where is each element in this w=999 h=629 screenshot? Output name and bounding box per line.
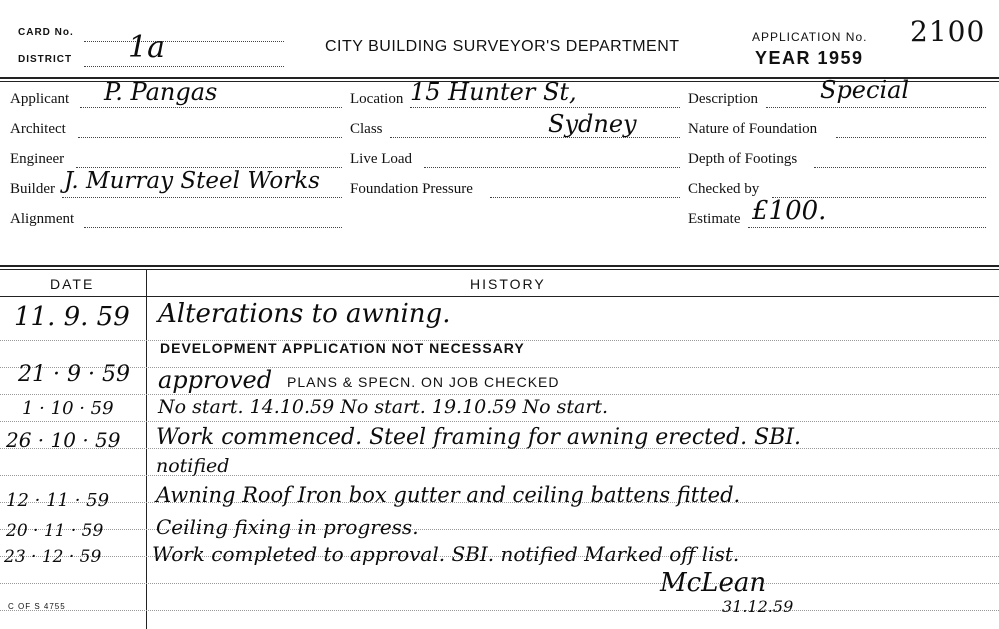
ruled-line (0, 610, 999, 611)
column-divider (146, 270, 147, 629)
form-code: C OF S 4755 (8, 602, 66, 611)
history-date: 11. 9. 59 (14, 302, 130, 332)
development-stamp: DEVELOPMENT APPLICATION NOT NECESSARY (160, 340, 525, 356)
history-entry-hand: approved (158, 366, 273, 394)
ruled-line (0, 583, 999, 584)
applicant-value: P. Pangas (104, 78, 218, 106)
location-value: 15 Hunter St, (410, 78, 577, 106)
table-rule-second (0, 269, 999, 270)
district-line (84, 66, 284, 67)
history-date: 12 · 11 · 59 (6, 490, 110, 511)
checked-by-label: Checked by (688, 181, 760, 197)
card-no-line (84, 41, 284, 42)
depth-of-footings-line (814, 167, 986, 168)
nature-of-foundation-label: Nature of Foundation (688, 121, 818, 137)
district-value: 1a (128, 30, 165, 65)
estimate-line (748, 227, 986, 228)
description-line (766, 107, 986, 108)
signature: McLean (660, 568, 767, 598)
live-load-label: Live Load (350, 151, 413, 167)
alignment-label: Alignment (10, 211, 75, 227)
history-entry: notified (156, 455, 230, 477)
builder-label: Builder (10, 181, 55, 197)
depth-of-footings-label: Depth of Footings (688, 151, 798, 167)
location-label: Location (350, 91, 404, 107)
history-entry-typed: PLANS & SPECN. ON JOB CHECKED (287, 374, 560, 390)
ruled-line (0, 421, 999, 422)
class-value: Sydney (548, 110, 637, 138)
ruled-line (0, 367, 999, 368)
card-no-label: CARD No. (18, 27, 74, 38)
location-line (410, 107, 680, 108)
engineer-label: Engineer (10, 151, 65, 167)
architect-line (78, 137, 342, 138)
signature-date: 31.12.59 (722, 597, 794, 616)
nature-of-foundation-line (836, 137, 986, 138)
history-column-header: HISTORY (470, 276, 546, 292)
table-rule-top (0, 265, 999, 267)
department-title: CITY BUILDING SURVEYOR'S DEPARTMENT (325, 38, 680, 55)
table-header-rule (0, 296, 999, 297)
history-date: 1 · 10 · 59 (22, 398, 114, 419)
history-entry: Alterations to awning. (158, 299, 451, 329)
history-date: 23 · 12 · 59 (4, 547, 102, 567)
history-entry: Ceiling fixing in progress. (156, 515, 419, 539)
architect-label: Architect (10, 121, 66, 137)
district-label: DISTRICT (18, 54, 73, 65)
class-label: Class (350, 121, 383, 137)
history-date: 21 · 9 · 59 (18, 362, 130, 387)
description-value: Special (820, 76, 910, 104)
history-entry: Work completed to approval. SBI. notified Marked off list. (152, 542, 740, 566)
applicant-label: Applicant (10, 91, 70, 107)
application-no-label: APPLICATION No. (752, 30, 868, 44)
history-entry: Awning Roof Iron box gutter and ceiling battens fitted. (156, 483, 741, 507)
estimate-value: £100. (752, 196, 827, 226)
history-entry: No start. 14.10.59 No start. 19.10.59 No start. (158, 396, 609, 418)
ruled-line (0, 529, 999, 530)
alignment-line (84, 227, 342, 228)
live-load-line (424, 167, 680, 168)
history-date: 20 · 11 · 59 (6, 521, 104, 541)
application-no-value: 2100 (910, 15, 986, 48)
history-entry: Work commenced. Steel framing for awning erected. SBI. (156, 425, 802, 450)
builder-value: J. Murray Steel Works (64, 168, 320, 194)
ruled-line (0, 475, 999, 476)
year-label: YEAR 1959 (755, 48, 864, 68)
foundation-pressure-label: Foundation Pressure (350, 181, 473, 197)
ruled-line (0, 394, 999, 395)
date-column-header: DATE (50, 276, 95, 292)
history-date: 26 · 10 · 59 (6, 428, 121, 452)
applicant-line (80, 107, 342, 108)
foundation-pressure-line (490, 197, 680, 198)
builder-line (62, 197, 342, 198)
estimate-label: Estimate (688, 211, 741, 227)
description-label: Description (688, 91, 758, 107)
